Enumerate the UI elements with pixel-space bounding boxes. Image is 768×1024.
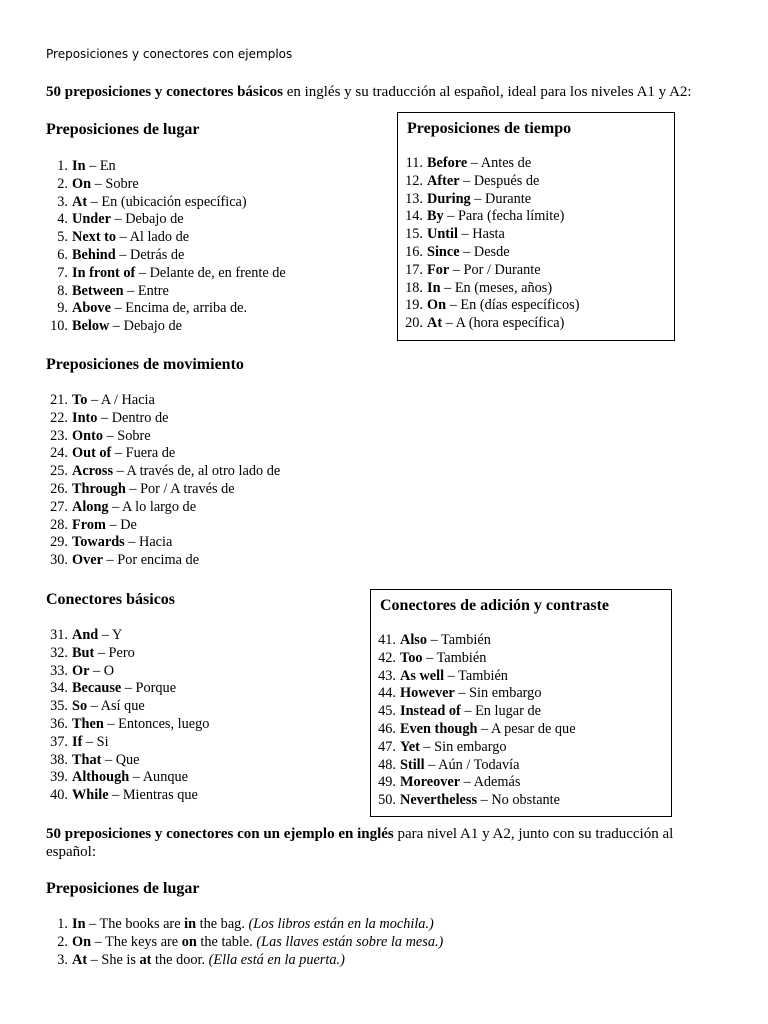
item-translation: – En lugar de (460, 703, 541, 720)
item-number: 21. (50, 392, 68, 408)
list-item (46, 627, 209, 645)
list-item (46, 534, 280, 552)
item-term: In (427, 279, 441, 296)
item-number: 17. (405, 261, 423, 278)
heading-conectores: Conectores básicos (46, 591, 176, 608)
list-examples (46, 916, 443, 969)
item-number: 8. (57, 282, 68, 299)
item-translation: – Aunque (129, 769, 188, 786)
item-term: That (72, 751, 102, 768)
list-item (401, 244, 674, 262)
item-number: 23. (50, 427, 68, 444)
item-term: Below (72, 318, 110, 335)
item-translation: – A lo largo de (108, 498, 197, 515)
example-translation: (Las llaves están sobre la mesa.) (256, 933, 444, 950)
list-item (401, 173, 674, 191)
item-translation: – De (105, 516, 137, 533)
list-item (46, 499, 280, 517)
item-term: Into (72, 409, 98, 426)
item-number: 46. (378, 720, 396, 737)
item-translation: – Y (98, 627, 123, 643)
item-number: 49. (378, 774, 396, 791)
item-term: Then (72, 715, 104, 732)
item-term: Over (72, 552, 103, 569)
item-term: Next to (72, 229, 117, 246)
example-item (46, 916, 443, 934)
item-number: 39. (50, 769, 68, 786)
example-text: the table. (196, 933, 257, 950)
item-translation: – Desde (459, 243, 510, 260)
item-term: Yet (400, 738, 420, 755)
list-item (46, 445, 280, 463)
item-number: 41. (378, 632, 396, 648)
list-item (401, 208, 674, 226)
item-number: 32. (50, 644, 68, 661)
item-term: To (72, 392, 88, 408)
item-number: 44. (378, 685, 396, 702)
list-adicion (374, 632, 671, 810)
item-term: In front of (72, 264, 136, 281)
item-translation: – Hacia (124, 534, 173, 551)
item-number: 45. (378, 703, 396, 720)
item-translation: – En (85, 158, 116, 174)
item-number: 1. (57, 158, 68, 174)
list-tiempo (401, 155, 674, 333)
list-item (46, 247, 286, 265)
item-term: Out of (72, 445, 112, 462)
item-term: Along (72, 498, 109, 515)
intro-paragraph (46, 84, 692, 101)
list-item (374, 650, 671, 668)
item-translation: – Encima de, arriba de. (110, 300, 248, 317)
item-term: Through (72, 480, 126, 497)
item-term: Although (72, 769, 130, 786)
item-term: For (427, 261, 450, 278)
item-translation: – A / Hacia (87, 392, 155, 408)
item-translation: – Delante de, en frente de (135, 264, 286, 281)
item-number: 5. (57, 229, 68, 246)
item-translation: – Debajo de (110, 211, 184, 228)
item-number: 33. (50, 662, 68, 679)
item-translation: – Al lado de (116, 229, 190, 246)
item-translation: – Entonces, luego (103, 715, 210, 732)
item-translation: – Durante (470, 190, 532, 207)
item-term: Or (72, 662, 90, 679)
list-item (46, 176, 286, 194)
item-translation: – Sin embargo (454, 685, 542, 702)
item-translation: – Después de (459, 172, 540, 189)
list-item (46, 158, 286, 176)
intro2-rest: para nivel A1 y A2, junto con su traducción al español: (46, 826, 674, 860)
item-term: Even though (400, 720, 478, 737)
item-translation: – Para (fecha límite) (443, 208, 565, 225)
item-term: In (72, 916, 86, 932)
item-number: 42. (378, 649, 396, 666)
example-item (46, 952, 443, 970)
item-term: Instead of (400, 703, 461, 720)
item-number: 16. (405, 243, 423, 260)
item-translation: – A pesar de que (477, 720, 576, 737)
item-number: 24. (50, 445, 68, 462)
item-number: 25. (50, 463, 68, 480)
examples-intro-paragraph (46, 825, 696, 861)
list-item (46, 265, 286, 283)
item-translation: – A través de, al otro lado de (113, 463, 281, 480)
example-translation: (Ella está en la puerta.) (208, 951, 345, 968)
item-translation: – Sin embargo (419, 738, 507, 755)
item-term: After (427, 172, 460, 189)
item-number: 48. (378, 756, 396, 773)
item-term: In (72, 158, 86, 174)
item-number: 3. (57, 951, 68, 968)
item-number: 34. (50, 680, 68, 697)
item-number: 3. (57, 193, 68, 210)
list-lugar (46, 158, 286, 336)
item-translation: – Además (460, 774, 521, 791)
item-translation: – En (meses, años) (440, 279, 553, 296)
intro-rest: en inglés y su traducción al español, ideal para los niveles A1 y A2: (282, 84, 692, 100)
item-number: 28. (50, 516, 68, 533)
item-number: 27. (50, 498, 68, 515)
list-item (46, 300, 286, 318)
heading-tiempo: Preposiciones de tiempo (407, 120, 572, 137)
item-term: While (72, 787, 109, 804)
heading-examples-lugar: Preposiciones de lugar (46, 880, 200, 897)
item-term: And (72, 627, 99, 643)
list-item (46, 428, 280, 446)
example-text: – The keys are (91, 933, 182, 950)
item-term: But (72, 644, 95, 661)
item-translation: – Así que (87, 698, 145, 715)
list-item (401, 280, 674, 298)
item-number: 30. (50, 552, 68, 569)
item-translation: – Hasta (457, 226, 505, 243)
example-keyword: in (184, 916, 197, 932)
item-term: However (400, 685, 455, 702)
item-number: 10. (50, 318, 68, 335)
item-term: On (72, 933, 92, 950)
list-item (46, 410, 280, 428)
list-item (374, 721, 671, 739)
list-item (374, 792, 671, 810)
list-item (46, 787, 209, 805)
list-item (46, 211, 286, 229)
item-translation: – En (ubicación específica) (87, 193, 247, 210)
item-term: Until (427, 226, 458, 243)
list-item (374, 668, 671, 686)
item-term: Also (400, 632, 428, 648)
item-translation: – Si (82, 733, 109, 750)
item-translation: – Que (101, 751, 140, 768)
example-text: the bag. (196, 916, 249, 932)
item-number: 40. (50, 787, 68, 804)
list-item (374, 739, 671, 757)
list-item (46, 318, 286, 336)
item-term: Still (400, 756, 425, 773)
list-item (401, 315, 674, 333)
item-term: Moreover (400, 774, 461, 791)
item-translation: – Mientras que (108, 787, 198, 804)
example-text: the door. (151, 951, 209, 968)
item-translation: – También (444, 667, 508, 684)
list-item (46, 463, 280, 481)
item-term: So (72, 698, 88, 715)
list-item (46, 517, 280, 535)
item-translation: – Debajo de (109, 318, 182, 335)
item-term: Between (72, 282, 124, 299)
item-term: On (427, 297, 447, 314)
item-number: 12. (405, 172, 423, 189)
item-term: Because (72, 680, 122, 697)
example-text: – She is (87, 951, 140, 968)
item-term: Behind (72, 246, 116, 263)
item-term: Onto (72, 427, 103, 444)
item-translation: – Detrás de (115, 246, 185, 263)
item-translation: – Fuera de (111, 445, 176, 462)
list-item (46, 645, 209, 663)
example-text: – The books are (85, 916, 185, 932)
item-term: If (72, 733, 83, 750)
item-term: At (72, 193, 88, 210)
intro-bold: 50 preposiciones y conectores básicos (46, 84, 283, 100)
item-term: Nevertheless (400, 792, 478, 809)
list-item (46, 752, 209, 770)
item-number: 19. (405, 297, 423, 314)
list-item (46, 229, 286, 247)
heading-adicion: Conectores de adición y contraste (380, 597, 609, 614)
item-translation: – No obstante (477, 792, 561, 809)
item-translation: – En (días específicos) (446, 297, 580, 314)
item-number: 35. (50, 698, 68, 715)
item-translation: – Por encima de (102, 552, 200, 569)
example-keyword: on (181, 933, 197, 950)
item-term: By (427, 208, 444, 225)
item-number: 29. (50, 534, 68, 551)
item-term: Since (427, 243, 460, 260)
item-number: 1. (57, 916, 68, 932)
item-translation: – Pero (94, 644, 135, 661)
list-item (46, 698, 209, 716)
item-translation: – También (427, 632, 491, 648)
list-item (401, 226, 674, 244)
list-item (401, 297, 674, 315)
item-number: 9. (57, 300, 68, 317)
item-number: 18. (405, 279, 423, 296)
item-number: 47. (378, 738, 396, 755)
item-term: Under (72, 211, 111, 228)
list-item (401, 191, 674, 209)
list-item (374, 703, 671, 721)
list-movimiento (46, 392, 280, 570)
item-term: Above (72, 300, 111, 317)
list-conectores (46, 627, 209, 805)
example-translation: (Los libros están en la mochila.) (248, 916, 434, 932)
item-term: Before (427, 155, 468, 171)
item-number: 43. (378, 667, 396, 684)
list-item (46, 481, 280, 499)
list-item (374, 632, 671, 650)
item-number: 15. (405, 226, 423, 243)
item-term: At (427, 315, 443, 332)
item-number: 11. (405, 155, 423, 171)
item-translation: – Dentro de (97, 409, 169, 426)
heading-movimiento: Preposiciones de movimiento (46, 356, 244, 373)
item-term: Across (72, 463, 114, 480)
list-item (46, 734, 209, 752)
list-item (46, 663, 209, 681)
item-translation: – También (422, 649, 487, 666)
item-term: As well (400, 667, 445, 684)
item-number: 2. (57, 175, 68, 192)
item-number: 6. (57, 246, 68, 263)
list-item (401, 155, 674, 173)
item-number: 22. (50, 409, 68, 426)
item-term: From (72, 516, 106, 533)
item-number: 20. (405, 315, 423, 332)
list-item (401, 262, 674, 280)
item-number: 31. (50, 627, 68, 643)
box-tiempo (397, 112, 675, 341)
item-number: 2. (57, 933, 68, 950)
item-term: At (72, 951, 88, 968)
item-translation: – Por / Durante (449, 261, 541, 278)
list-item (46, 716, 209, 734)
item-number: 7. (57, 264, 68, 281)
item-translation: – Antes de (467, 155, 532, 171)
item-term: Too (400, 649, 423, 666)
item-translation: – A (hora específica) (442, 315, 565, 332)
intro2-bold: 50 preposiciones y conectores con un ejemplo en inglés (46, 826, 394, 842)
item-number: 50. (378, 792, 396, 809)
item-translation: – Porque (121, 680, 177, 697)
item-translation: – Entre (123, 282, 169, 299)
item-number: 26. (50, 480, 68, 497)
example-item (46, 934, 443, 952)
list-item (374, 685, 671, 703)
box-adicion (370, 589, 672, 817)
item-term: On (72, 175, 92, 192)
item-translation: – O (89, 662, 115, 679)
item-translation: – Aún / Todavía (424, 756, 520, 773)
item-number: 4. (57, 211, 68, 228)
item-term: Towards (72, 534, 125, 551)
list-item (46, 552, 280, 570)
list-item (46, 283, 286, 301)
heading-lugar: Preposiciones de lugar (46, 121, 200, 138)
item-number: 13. (405, 190, 423, 207)
item-number: 36. (50, 715, 68, 732)
list-item (374, 774, 671, 792)
list-item (46, 769, 209, 787)
item-translation: – Sobre (102, 427, 151, 444)
item-translation: – Por / A través de (125, 480, 235, 497)
list-item (46, 194, 286, 212)
document-title: Preposiciones y conectores con ejemplos (46, 47, 293, 61)
item-number: 37. (50, 733, 68, 750)
list-item (46, 680, 209, 698)
item-translation: – Sobre (91, 175, 139, 192)
list-item (46, 392, 280, 410)
item-term: During (427, 190, 471, 207)
item-number: 14. (405, 208, 423, 225)
item-number: 38. (50, 751, 68, 768)
list-item (374, 757, 671, 775)
example-keyword: at (139, 951, 152, 968)
